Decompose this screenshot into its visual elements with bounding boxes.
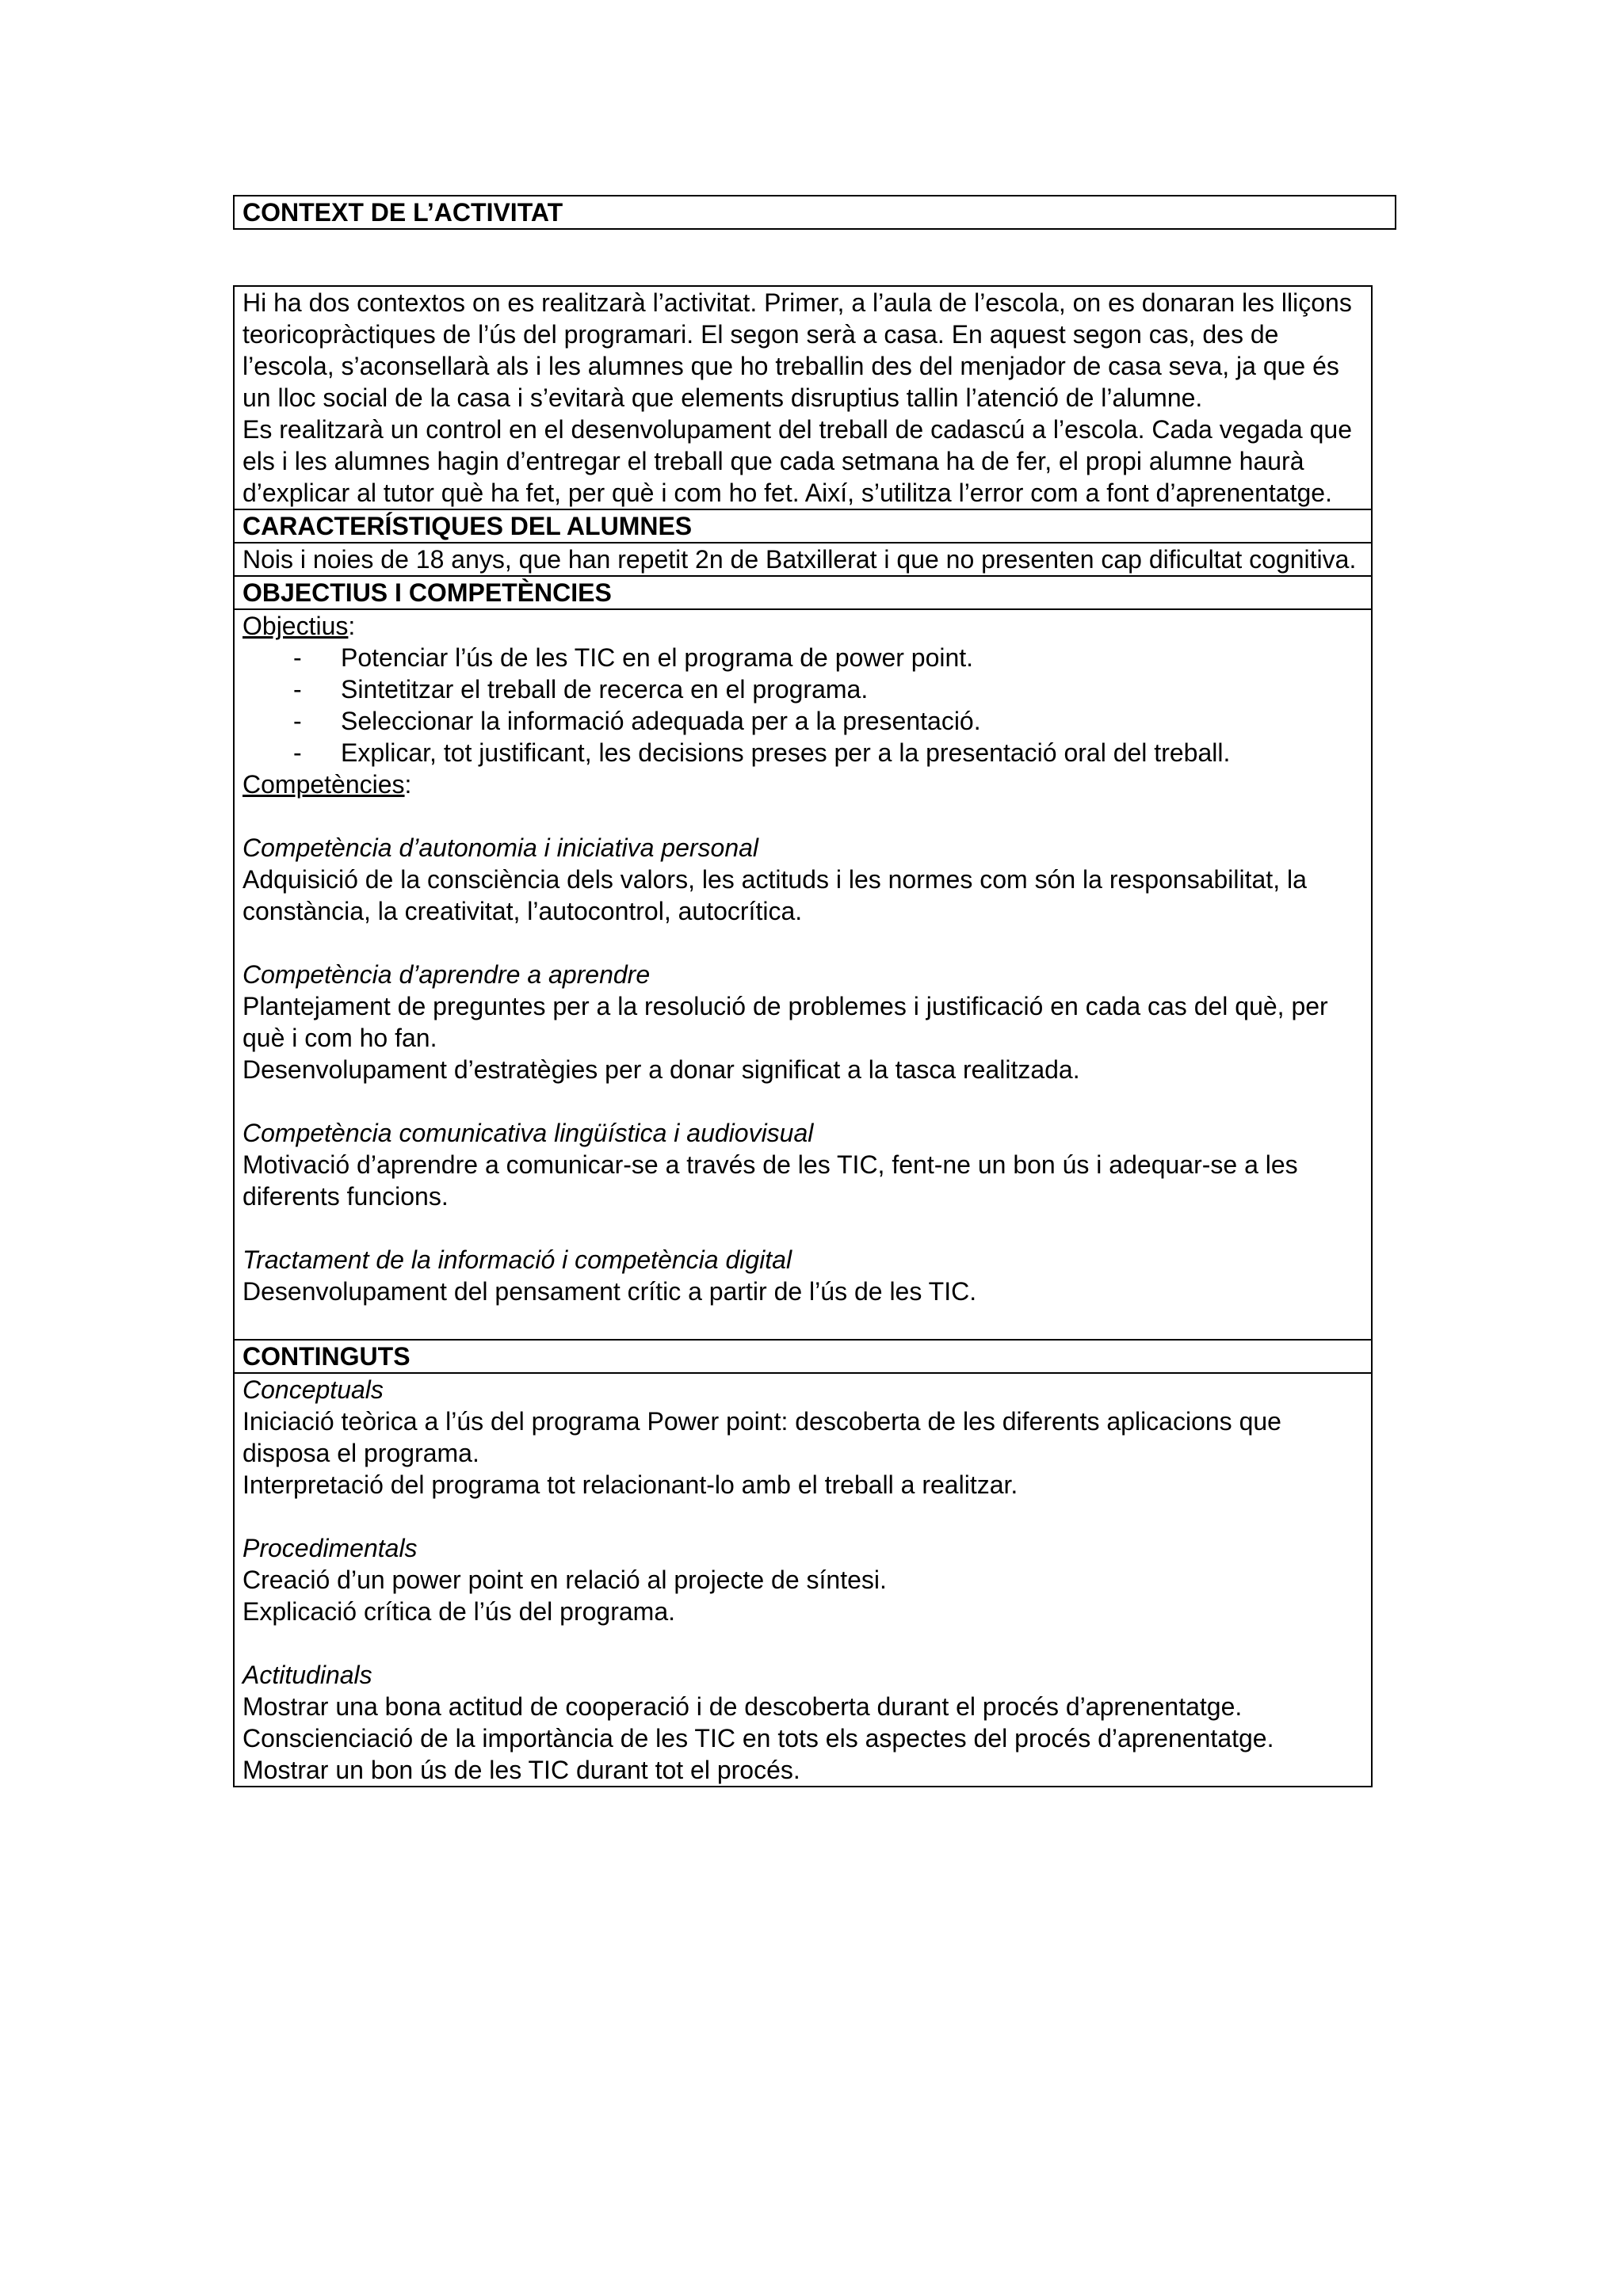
objective-text: Potenciar l’ús de les TIC en el programa de power point. bbox=[341, 643, 974, 672]
objectives-heading-row bbox=[234, 576, 1372, 609]
spacer bbox=[242, 1501, 1363, 1532]
contents-text: Explicació crítica de l’ús del programa. bbox=[242, 1597, 676, 1626]
contents-text: Interpretació del programa tot relacionant-lo amb el treball a realitzar. bbox=[242, 1470, 1018, 1499]
list-item bbox=[242, 705, 1363, 737]
competency-text: Plantejament de preguntes per a la resolució de problemes i justificació en cada cas del què, per què i com ho fan. bbox=[242, 992, 1328, 1052]
characteristics-heading-row bbox=[234, 509, 1372, 543]
spacer bbox=[242, 1212, 1363, 1244]
dash-marker: - bbox=[293, 675, 302, 704]
spacer bbox=[242, 1307, 1363, 1339]
objective-text: Sintetitzar el treball de recerca en el programa. bbox=[341, 675, 869, 704]
contents-text: Mostrar una bona actitud de cooperació i de descoberta durant el procés d’aprenentatge. bbox=[242, 1692, 1243, 1721]
contents-section-title: Procedimentals bbox=[242, 1534, 418, 1562]
spacer bbox=[242, 1627, 1363, 1659]
context-cell bbox=[234, 286, 1372, 509]
contents-heading: CONTINGUTS bbox=[234, 1340, 1372, 1373]
spacer bbox=[242, 927, 1363, 959]
contents-text: Mostrar un bon ús de les TIC durant tot el procés. bbox=[242, 1756, 800, 1784]
dash-marker: - bbox=[293, 738, 302, 767]
list-item bbox=[242, 673, 1363, 705]
competency-text: Adquisició de la consciència dels valors, les actituds i les normes com són la responsabilitat, la constància, la creativitat, l’autocontrol, autocrítica. bbox=[242, 865, 1307, 925]
dash-marker: - bbox=[293, 643, 302, 672]
objective-text: Explicar, tot justificant, les decisions preses per a la presentació oral del treball. bbox=[341, 738, 1231, 767]
context-row bbox=[234, 286, 1372, 509]
activity-table bbox=[233, 285, 1373, 1787]
spacer bbox=[242, 1085, 1363, 1117]
competency-text: Motivació d’aprendre a comunicar-se a través de les TIC, fent-ne un bon ús i adequar-se a les diferents funcions. bbox=[242, 1150, 1298, 1211]
contents-section-title: Conceptuals bbox=[242, 1375, 384, 1404]
contents-text: Conscienciació de la importància de les TIC en tots els aspectes del procés d’aprenentatge. bbox=[242, 1724, 1274, 1753]
dash-marker: - bbox=[293, 707, 302, 735]
competency-text: Desenvolupament del pensament crític a partir de l’ús de les TIC. bbox=[242, 1277, 977, 1306]
competency-title: Competència d’autonomia i iniciativa personal bbox=[242, 833, 759, 862]
section-title-box bbox=[233, 195, 1396, 230]
objectives-list bbox=[242, 642, 1363, 769]
characteristics-heading: CARACTERÍSTIQUES DEL ALUMNES bbox=[234, 509, 1372, 543]
competency-title: Competència comunicativa lingüística i audiovisual bbox=[242, 1119, 814, 1147]
section-title: CONTEXT DE L’ACTIVITAT bbox=[242, 198, 563, 227]
competency-text: Desenvolupament d’estratègies per a donar significat a la tasca realitzada. bbox=[242, 1055, 1080, 1084]
objectives-label-colon: : bbox=[348, 612, 356, 640]
spacer bbox=[242, 800, 1363, 832]
competencies-label: Competències bbox=[242, 770, 405, 799]
objectives-label: Objectius bbox=[242, 612, 349, 640]
competency-title: Tractament de la informació i competència digital bbox=[242, 1245, 792, 1274]
contents-text: Creació d’un power point en relació al projecte de síntesi. bbox=[242, 1566, 887, 1594]
contents-text: Iniciació teòrica a l’ús del programa Power point: descoberta de les diferents aplicacions que disposa el programa. bbox=[242, 1407, 1281, 1467]
list-item bbox=[242, 642, 1363, 673]
competency-title: Competència d’aprendre a aprendre bbox=[242, 960, 651, 989]
contents-row bbox=[234, 1373, 1372, 1787]
competencies-label-colon: : bbox=[404, 770, 412, 799]
list-item bbox=[242, 737, 1363, 769]
competencies-label-line bbox=[242, 769, 1363, 800]
objectives-row bbox=[234, 609, 1372, 1340]
context-paragraph-2: Es realitzarà un control en el desenvolupament del treball de cadascú a l’escola. Cada vegada que els i les alumnes hagin d’entregar el treball que cada setmana ha de fer, el propi alumne haurà d’explicar al tutor què ha fet, per què i com ho fet. Així, s’utilitza l’error com a font d’aprenentatge. bbox=[242, 415, 1352, 507]
contents-heading-row bbox=[234, 1340, 1372, 1373]
contents-section-title: Actitudinals bbox=[242, 1661, 372, 1689]
characteristics-row bbox=[234, 543, 1372, 576]
objective-text: Seleccionar la informació adequada per a la presentació. bbox=[341, 707, 981, 735]
characteristics-text: Nois i noies de 18 anys, que han repetit 2n de Batxillerat i que no presenten cap dificultat cognitiva. bbox=[234, 543, 1372, 576]
objectives-cell bbox=[234, 609, 1372, 1340]
objectives-heading: OBJECTIUS I COMPETÈNCIES bbox=[234, 576, 1372, 609]
objectives-label-line bbox=[242, 610, 1363, 642]
contents-cell bbox=[234, 1373, 1372, 1787]
context-paragraph-1: Hi ha dos contextos on es realitzarà l’activitat. Primer, a l’aula de l’escola, on es donaran les lliçons teoricopràctiques de l’ús del programari. El segon serà a casa. En aquest segon cas, des de l’escola, s’aconsellarà als i les alumnes que ho treballin des del menjador de casa seva, ja que és un lloc social de la casa i s’evitarà que elements disruptius tallin l’atenció de l’alumne. bbox=[242, 288, 1352, 412]
